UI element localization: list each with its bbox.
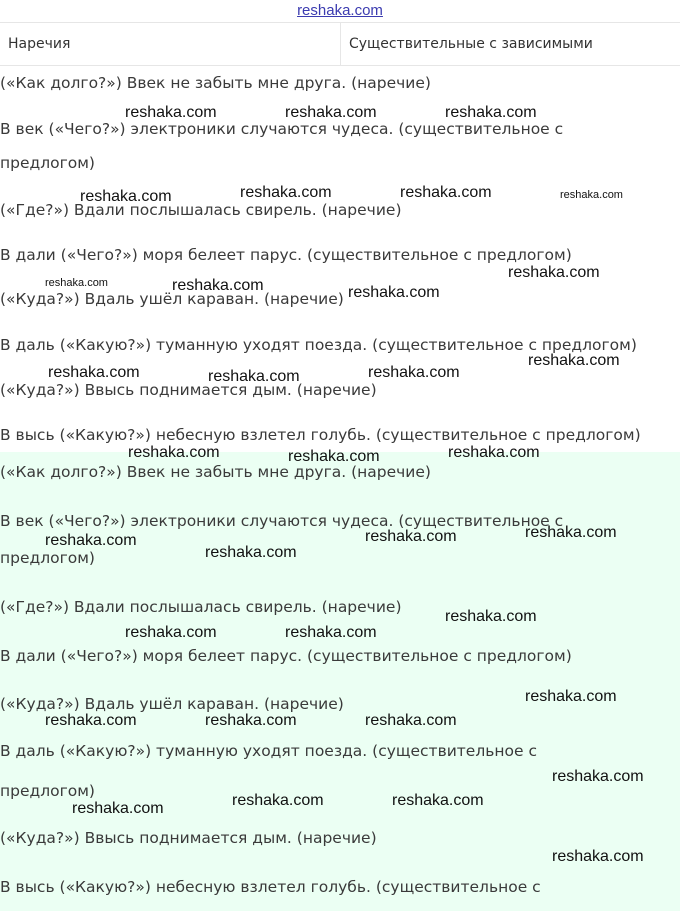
watermark: reshaka.com xyxy=(552,848,644,865)
answer-line: В век («Чего?») электроники случаются чудеса. (существительное с xyxy=(0,512,564,530)
watermark: reshaka.com xyxy=(205,544,297,561)
watermark: reshaka.com xyxy=(525,524,617,541)
answer-line: («Куда?») Ввысь поднимается дым. (наречие) xyxy=(0,829,377,847)
watermark: reshaka.com xyxy=(208,368,300,385)
watermark: reshaka.com xyxy=(365,712,457,729)
watermark: reshaka.com xyxy=(72,800,164,817)
watermark: reshaka.com xyxy=(45,532,137,549)
column-header-adverbs: Наречия xyxy=(8,36,71,52)
answer-line: («Где?») Вдали послышалась свирель. (наречие) xyxy=(0,598,402,616)
answer-line: («Куда?») Вдаль ушёл караван. (наречие) xyxy=(0,695,344,713)
answer-line: В дали («Чего?») моря белеет парус. (существительное с предлогом) xyxy=(0,246,572,264)
watermark: reshaka.com xyxy=(285,624,377,641)
watermark: reshaka.com xyxy=(552,768,644,785)
watermark: reshaka.com xyxy=(560,189,623,201)
watermark: reshaka.com xyxy=(528,352,620,369)
watermark: reshaka.com xyxy=(48,364,140,381)
answer-line: В высь («Какую?») небесную взлетел голубь. (существительное с xyxy=(0,878,541,896)
watermark: reshaka.com xyxy=(232,792,324,809)
watermark: reshaka.com xyxy=(125,624,217,641)
answer-line: («Как долго?») Ввек не забыть мне друга. (наречие) xyxy=(0,463,431,481)
watermark: reshaka.com xyxy=(125,104,217,121)
reshaka-site-link[interactable]: reshaka.com xyxy=(297,2,383,19)
watermark: reshaka.com xyxy=(448,444,540,461)
answer-line: («Где?») Вдали послышалась свирель. (наречие) xyxy=(0,201,402,219)
answer-line: В дали («Чего?») моря белеет парус. (существительное с предлогом) xyxy=(0,647,572,665)
answer-line: В даль («Какую?») туманную уходят поезда. (существительное с xyxy=(0,742,537,760)
watermark: reshaka.com xyxy=(80,188,172,205)
answer-line: («Как долго?») Ввек не забыть мне друга. (наречие) xyxy=(0,74,431,92)
watermark: reshaka.com xyxy=(45,277,108,289)
watermark: reshaka.com xyxy=(508,264,600,281)
answer-line: предлогом) xyxy=(0,549,95,567)
watermark: reshaka.com xyxy=(400,184,492,201)
watermark: reshaka.com xyxy=(285,104,377,121)
watermark: reshaka.com xyxy=(525,688,617,705)
table-header-row xyxy=(0,22,680,66)
answer-line: В высь («Какую?») небесную взлетел голубь. (существительное с предлогом) xyxy=(0,426,641,444)
answer-line: («Куда?») Вдаль ушёл караван. (наречие) xyxy=(0,290,344,308)
watermark: reshaka.com xyxy=(365,528,457,545)
watermark: reshaka.com xyxy=(45,712,137,729)
watermark: reshaka.com xyxy=(128,444,220,461)
watermark: reshaka.com xyxy=(348,284,440,301)
watermark: reshaka.com xyxy=(368,364,460,381)
answer-line: предлогом) xyxy=(0,782,95,800)
answer-line: («Куда?») Ввысь поднимается дым. (наречие) xyxy=(0,381,377,399)
watermark: reshaka.com xyxy=(172,277,264,294)
watermark: reshaka.com xyxy=(392,792,484,809)
column-header-nouns: Существительные с зависимыми xyxy=(340,23,680,65)
answer-line: предлогом) xyxy=(0,154,95,172)
watermark: reshaka.com xyxy=(205,712,297,729)
watermark: reshaka.com xyxy=(240,184,332,201)
answer-line: В даль («Какую?») туманную уходят поезда. (существительное с предлогом) xyxy=(0,336,637,354)
watermark: reshaka.com xyxy=(445,608,537,625)
answer-line: В век («Чего?») электроники случаются чудеса. (существительное с xyxy=(0,120,564,138)
watermark: reshaka.com xyxy=(445,104,537,121)
watermark: reshaka.com xyxy=(288,448,380,465)
